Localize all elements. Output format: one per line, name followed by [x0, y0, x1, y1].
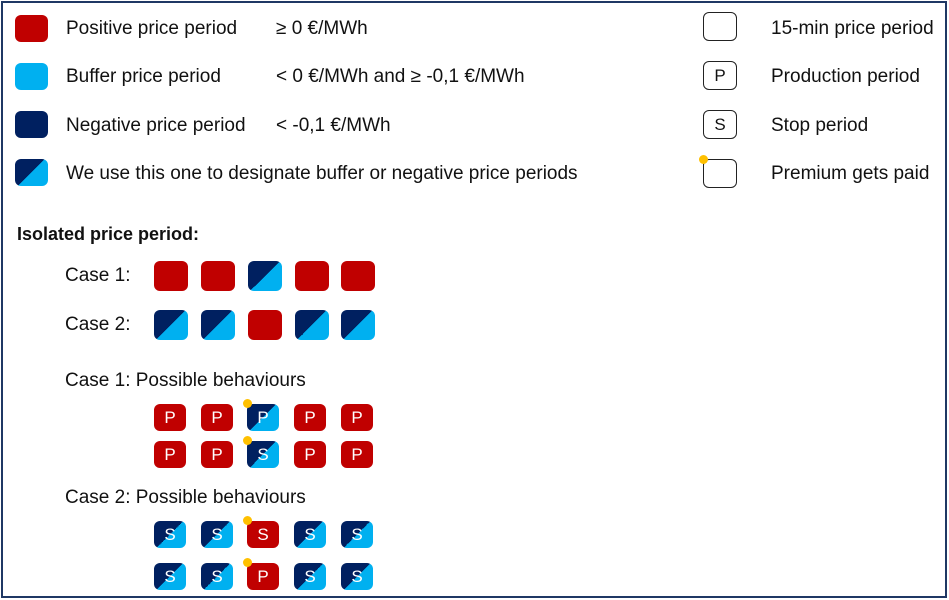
premium-dot-icon: [243, 436, 252, 445]
tile-symbol: S: [351, 524, 363, 544]
legend-negative-swatch: [15, 111, 48, 138]
legend-positive-range: ≥ 0 €/MWh: [276, 18, 368, 39]
tile-symbol: S: [304, 524, 316, 544]
tile-symbol: P: [351, 407, 363, 427]
case1-b1-tile-5: [341, 404, 373, 431]
legend-negative-range: < -0,1 €/MWh: [276, 115, 391, 136]
case1-tile-4: [295, 261, 329, 291]
premium-dot-icon: [243, 516, 252, 525]
legend-positive-label: Positive price period: [66, 18, 238, 39]
legend-production-symbol: P: [714, 65, 726, 85]
case1-behaviours-label: Case 1: Possible behaviours: [65, 370, 306, 391]
case2-tile-3: [248, 310, 282, 340]
tile-symbol: S: [211, 524, 223, 544]
case1-b1-tile-2: [201, 404, 233, 431]
tile-symbol: P: [351, 444, 363, 464]
case1-b2-tile-4: [294, 441, 326, 468]
case1-tile-1: [154, 261, 188, 291]
case2-b1-tile-2: [201, 521, 233, 548]
case2-b1-tile-1: [154, 521, 186, 548]
case2-behaviours-label: Case 2: Possible behaviours: [65, 487, 306, 508]
legend-production-swatch: [703, 61, 737, 90]
tile-symbol: P: [257, 407, 269, 427]
premium-dot-icon: [699, 155, 708, 164]
legend-mixed-label: We use this one to designate buffer or negative price periods: [66, 163, 578, 184]
case1-tile-3: [248, 261, 282, 291]
tile-symbol: S: [257, 524, 269, 544]
legend-production-label: Production period: [771, 66, 920, 87]
legend-buffer-label: Buffer price period: [66, 66, 221, 87]
tile-symbol: S: [304, 566, 316, 586]
tile-symbol: P: [164, 407, 176, 427]
tile-symbol: P: [211, 407, 223, 427]
case1-b2-tile-1: [154, 441, 186, 468]
tile-symbol: S: [351, 566, 363, 586]
case2-b2-tile-4: [294, 563, 326, 590]
tile-symbol: P: [164, 444, 176, 464]
case2-b1-tile-4: [294, 521, 326, 548]
case1-tile-2: [201, 261, 235, 291]
premium-dot-icon: [243, 558, 252, 567]
legend-stop-swatch: [703, 110, 737, 139]
case2-label: Case 2:: [65, 314, 131, 335]
case1-tile-5: [341, 261, 375, 291]
case2-b2-tile-2: [201, 563, 233, 590]
legend-interval-swatch: [703, 12, 737, 41]
legend-buffer-swatch: [15, 63, 48, 90]
legend-premium-label: Premium gets paid: [771, 163, 930, 184]
legend-negative-label: Negative price period: [66, 115, 246, 136]
tile-symbol: S: [257, 444, 269, 464]
case1-label: Case 1:: [65, 265, 131, 286]
case1-b1-tile-1: [154, 404, 186, 431]
case1-b1-tile-4: [294, 404, 326, 431]
case1-b2-tile-5: [341, 441, 373, 468]
tile-symbol: P: [304, 444, 316, 464]
case2-tile-5: [341, 310, 375, 340]
legend-positive-swatch: [15, 15, 48, 42]
legend-stop-symbol: S: [714, 114, 726, 134]
tile-symbol: P: [257, 566, 269, 586]
premium-dot-icon: [243, 399, 252, 408]
section-title: Isolated price period:: [17, 224, 200, 244]
tile-symbol: S: [164, 566, 176, 586]
case2-b2-tile-3: [247, 563, 279, 590]
case2-tile-2: [201, 310, 235, 340]
case2-b2-tile-5: [341, 563, 373, 590]
case1-b1-tile-3: [247, 404, 279, 431]
case1-b2-tile-2: [201, 441, 233, 468]
tile-symbol: S: [164, 524, 176, 544]
case2-tile-1: [154, 310, 188, 340]
tile-symbol: S: [211, 566, 223, 586]
legend-mixed-swatch: [15, 159, 48, 186]
case2-b2-tile-1: [154, 563, 186, 590]
legend-stop-label: Stop period: [771, 115, 869, 136]
legend-premium-swatch: [703, 159, 737, 188]
case2-b1-tile-3: [247, 521, 279, 548]
case1-b2-tile-3: [247, 441, 279, 468]
legend-interval-label: 15-min price period: [771, 18, 934, 39]
case2-tile-4: [295, 310, 329, 340]
diagram-frame: [1, 1, 947, 598]
legend-buffer-range: < 0 €/MWh and ≥ -0,1 €/MWh: [276, 66, 525, 87]
tile-symbol: P: [304, 407, 316, 427]
tile-symbol: P: [211, 444, 223, 464]
case2-b1-tile-5: [341, 521, 373, 548]
